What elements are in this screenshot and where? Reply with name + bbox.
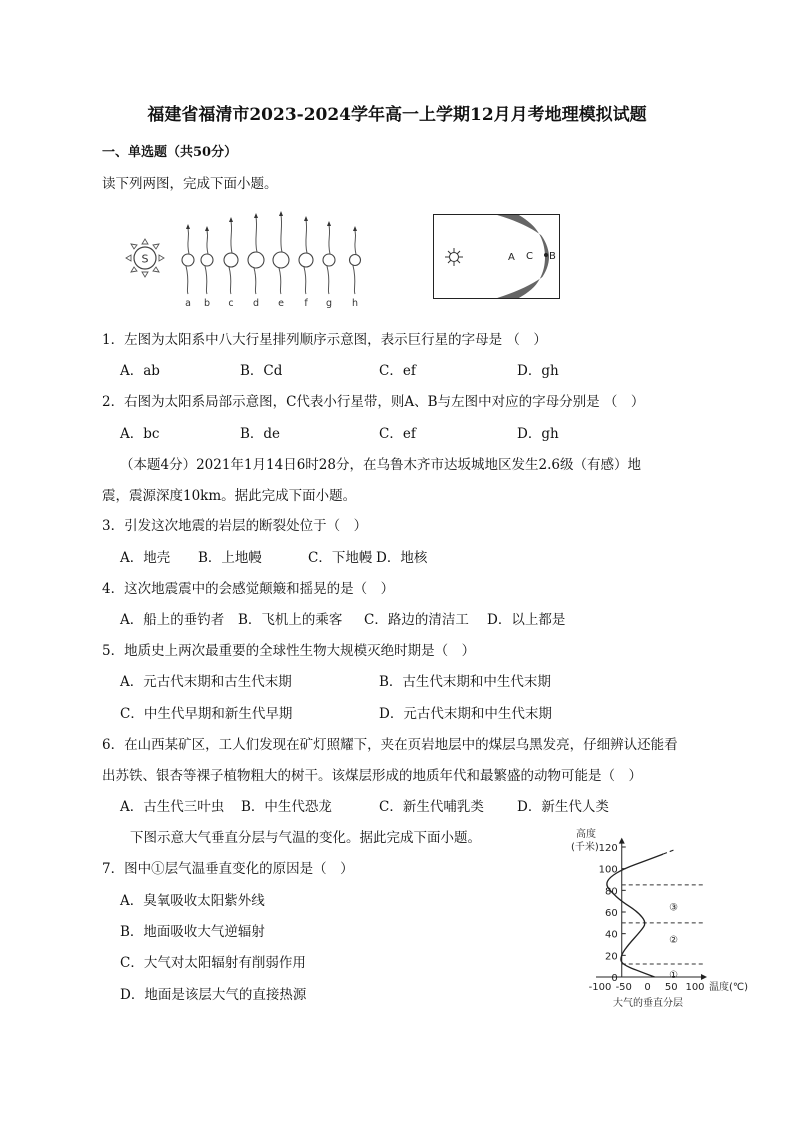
planet-c	[224, 217, 238, 309]
label-b: B	[549, 251, 556, 262]
y-tick-label: 80	[605, 886, 618, 898]
chart-title: 大气的垂直分层	[613, 998, 683, 1009]
label-a: A	[508, 252, 515, 263]
planet-label-h: h	[351, 298, 359, 309]
q3-option-a[interactable]: A．地壳	[120, 550, 171, 566]
planet-label-g: g	[325, 298, 333, 309]
q7-option-c[interactable]: C．大气对太阳辐射有削弱作用	[120, 955, 306, 971]
q5-option-a[interactable]: A．元古代末期和古生代末期	[120, 674, 292, 690]
planet-h	[350, 226, 361, 309]
passage-2: 下图示意大气垂直分层与气温的变化。据此完成下面小题。	[130, 830, 481, 846]
layer-label: ①	[669, 969, 679, 981]
y-tick-label: 0	[611, 973, 618, 984]
q4-option-c[interactable]: C．路边的清洁工	[364, 612, 469, 628]
planet-a	[182, 224, 194, 309]
y-axis-label: 高度	[576, 829, 596, 840]
planet-label-f: f	[304, 298, 308, 309]
y-tick-label: 40	[605, 929, 618, 941]
q5-option-c[interactable]: C．中生代早期和新生代早期	[120, 706, 293, 722]
x-tick-label: 50	[664, 982, 678, 993]
question-7: 7．图中①层气温垂直变化的原因是（ ）	[102, 861, 354, 877]
q3-option-b[interactable]: B．上地幔	[198, 550, 262, 566]
x-tick-label: -50	[615, 982, 632, 993]
planet-d	[248, 213, 264, 309]
q5-option-d[interactable]: D．元古代末期和中生代末期	[379, 706, 552, 722]
question-5: 5．地质史上两次最重要的全球性生物大规模灭绝时期是（ ）	[102, 643, 476, 659]
planet-label-b: b	[203, 298, 211, 309]
q1-option-b[interactable]: B．Cd	[240, 363, 283, 379]
x-axis-arrow	[701, 974, 707, 980]
q6-option-c[interactable]: C．新生代哺乳类	[379, 799, 484, 815]
x-axis-label: 温度(℃)	[709, 982, 749, 993]
y-tick-label: 120	[598, 843, 618, 854]
y-axis-arrow	[619, 838, 625, 844]
label-c: C	[526, 251, 533, 262]
planet-f	[299, 216, 313, 309]
question-6-line-2: 出苏铁、银杏等裸子植物粗大的树干。该煤层形成的地质年代和最繁盛的动物可能是（ ）	[102, 768, 642, 784]
x-tick-label: 0	[644, 982, 651, 993]
q2-option-b[interactable]: B．de	[240, 426, 281, 442]
q4-option-d[interactable]: D．以上都是	[487, 612, 566, 628]
q2-option-c[interactable]: C．ef	[379, 426, 416, 442]
q5-option-b[interactable]: B．古生代末期和中生代末期	[379, 674, 551, 690]
sun-icon	[126, 239, 164, 277]
q6-option-b[interactable]: B．中生代恐龙	[241, 799, 332, 815]
intro-text: 读下列两图，完成下面小题。	[102, 176, 278, 192]
layer-label: ③	[669, 902, 679, 914]
planet-label-a: a	[185, 298, 191, 309]
q6-option-d[interactable]: D．新生代人类	[517, 799, 609, 815]
section-heading: 一、单选题（共50分）	[102, 145, 238, 160]
solar-system-figure	[118, 208, 374, 312]
q1-option-a[interactable]: A．ab	[120, 363, 160, 379]
question-2: 2．右图为太阳系局部示意图，C代表小行星带，则A、B与左图中对应的字母分别是 （ ）	[102, 394, 645, 410]
planet-b	[201, 226, 213, 309]
question-4: 4．这次地震震中的会感觉颠簸和摇晃的是（ ）	[102, 581, 395, 597]
q2-option-a[interactable]: A．bc	[120, 426, 160, 442]
layer-label: ②	[669, 935, 679, 947]
q4-option-b[interactable]: B．飞机上的乘客	[238, 612, 343, 628]
sun-label: S	[141, 252, 149, 266]
q3-option-d[interactable]: D．地核	[376, 550, 428, 566]
curve-extension	[663, 849, 676, 854]
q4-option-a[interactable]: A．船上的垂钓者	[120, 612, 225, 628]
planet-label-d: d	[252, 298, 260, 309]
page-title: 福建省福清市2023-2024学年高一上学期12月月考地理模拟试题	[147, 105, 647, 125]
q1-option-c[interactable]: C．ef	[379, 363, 416, 379]
atmosphere-chart	[540, 822, 760, 1017]
x-tick-label: -100	[588, 982, 612, 993]
q6-option-a[interactable]: A．古生代三叶虫	[120, 799, 225, 815]
planet-label-c: c	[228, 298, 234, 309]
q1-option-d[interactable]: D．gh	[517, 363, 559, 379]
y-tick-label: 60	[605, 908, 618, 919]
asteroid-belt-figure	[433, 214, 560, 299]
question-6-line-1: 6．在山西某矿区，工人们发现在矿灯照耀下，夹在页岩地层中的煤层乌黑发亮，仔细辨认还能看	[102, 737, 678, 753]
question-1: 1．左图为太阳系中八大行星排列顺序示意图，表示巨行星的字母是 （ ）	[102, 332, 547, 348]
passage-line-1: （本题4分）2021年1月14日6时28分，在乌鲁木齐市达坂城地区发生2.6级（有感）地	[120, 457, 641, 473]
q3-option-c[interactable]: C．下地幔	[308, 550, 373, 566]
q2-option-d[interactable]: D．gh	[517, 426, 559, 442]
q7-option-d[interactable]: D．地面是该层大气的直接热源	[120, 987, 307, 1003]
y-tick-label: 20	[605, 951, 618, 963]
planet-label-e: e	[278, 298, 284, 309]
y-tick-label: 100	[598, 864, 618, 876]
q7-option-a[interactable]: A．臭氧吸收太阳紫外线	[120, 893, 265, 909]
x-tick-label: 100	[685, 982, 705, 993]
passage-line-2: 震，震源深度10km。据此完成下面小题。	[102, 488, 357, 504]
question-3: 3．引发这次地震的岩层的断裂处位于（ ）	[102, 518, 368, 534]
q7-option-b[interactable]: B．地面吸收大气逆辐射	[120, 924, 265, 940]
y-axis-unit: (千米)	[571, 842, 599, 853]
planet-e	[273, 211, 289, 309]
planet-g	[323, 221, 335, 309]
